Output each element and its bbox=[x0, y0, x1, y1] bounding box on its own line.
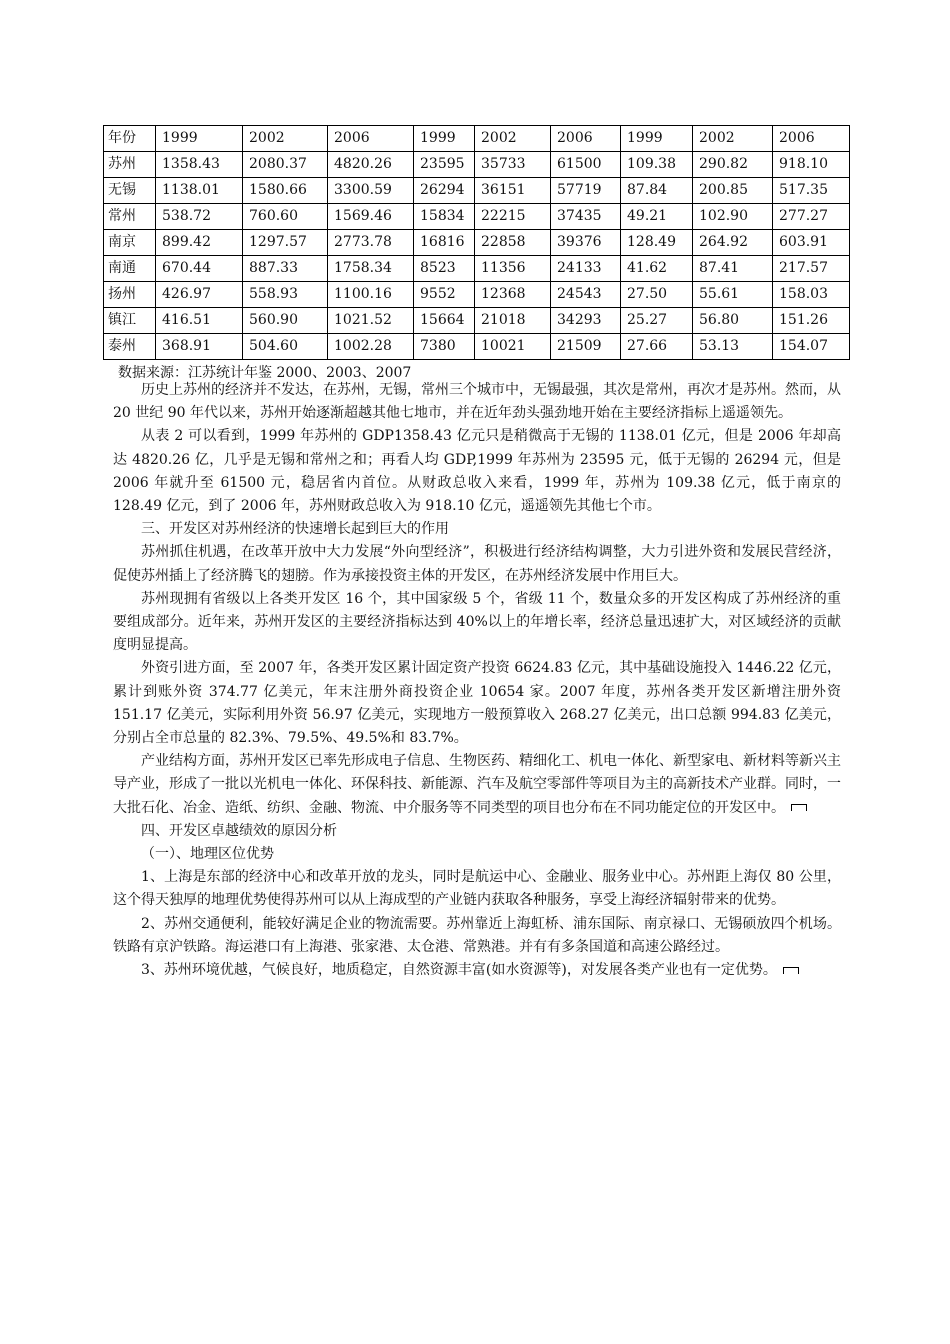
value-cell: 36151 bbox=[475, 178, 551, 204]
value-cell: 41.62 bbox=[621, 256, 693, 282]
value-cell: 22215 bbox=[475, 204, 551, 230]
value-cell: 57719 bbox=[551, 178, 621, 204]
value-cell: 8523 bbox=[414, 256, 475, 282]
paragraph: 1、上海是东部的经济中心和改革开放的龙头，同时是航运中心、金融业、服务业中心。苏州距上海仅 80 公里，这个得天独厚的地理优势使得苏州可以从上海成型的产业链内获取各种服务，享受上海经济辐射带来的优势。 bbox=[113, 869, 841, 909]
table-row bbox=[104, 308, 850, 334]
value-cell: 558.93 bbox=[243, 282, 328, 308]
paragraph-end-mark-icon bbox=[783, 967, 799, 974]
value-cell: 560.90 bbox=[243, 308, 328, 334]
header-cell: 2006 bbox=[551, 126, 621, 152]
value-cell: 15834 bbox=[414, 204, 475, 230]
value-cell: 12368 bbox=[475, 282, 551, 308]
subsection-heading: （一）、地理区位优势 bbox=[141, 846, 274, 863]
value-cell: 1002.28 bbox=[328, 334, 414, 360]
header-cell: 2002 bbox=[243, 126, 328, 152]
city-cell: 苏州 bbox=[104, 152, 156, 178]
value-cell: 109.38 bbox=[621, 152, 693, 178]
value-cell: 538.72 bbox=[156, 204, 243, 230]
table-row bbox=[104, 204, 850, 230]
value-cell: 1100.16 bbox=[328, 282, 414, 308]
value-cell: 23595 bbox=[414, 152, 475, 178]
paragraph: 苏州现拥有省级以上各类开发区 16 个，其中国家级 5 个，省级 11 个，数量众多的开发区构成了苏州经济的重要组成部分。近年来，苏州开发区的主要经济指标达到 40%以上的年增长率，经济总量迅速扩大，对区域经济的贡献度明显提高。 bbox=[113, 590, 841, 654]
value-cell: 34293 bbox=[551, 308, 621, 334]
value-cell: 24543 bbox=[551, 282, 621, 308]
value-cell: 56.80 bbox=[693, 308, 773, 334]
paragraph bbox=[113, 750, 841, 820]
value-cell: 26294 bbox=[414, 178, 475, 204]
table-row bbox=[104, 334, 850, 360]
table-row bbox=[104, 178, 850, 204]
value-cell: 416.51 bbox=[156, 308, 243, 334]
paragraph: 2、苏州交通便利，能较好满足企业的物流需要。苏州靠近上海虹桥、浦东国际、南京禄口、无锡硕放四个机场。铁路有京沪铁路。海运港口有上海港、张家港、太仓港、常熟港。并有有多条国道和高速公路经过。 bbox=[113, 915, 841, 955]
value-cell: 670.44 bbox=[156, 256, 243, 282]
value-cell: 39376 bbox=[551, 230, 621, 256]
value-cell: 21018 bbox=[475, 308, 551, 334]
value-cell: 15664 bbox=[414, 308, 475, 334]
paragraph-text: 产业结构方面，苏州开发区已率先形成电子信息、生物医药、精细化工、机电一体化、新型家电、新材料等新兴主导产业，形成了一批以光机电一体化、环保科技、新能源、汽车及航空零部件等项目为主的高新技术产业群。同时，一大批石化、冶金、造纸、纺织、金融、物流、中介服务等不同类型的项目也分布在不同功能定位的开发区中。 bbox=[113, 753, 841, 816]
body-text bbox=[113, 379, 841, 982]
value-cell: 899.42 bbox=[156, 230, 243, 256]
value-cell: 9552 bbox=[414, 282, 475, 308]
header-cell: 2002 bbox=[475, 126, 551, 152]
value-cell: 264.92 bbox=[693, 230, 773, 256]
paragraph: 苏州抓住机遇，在改革开放中大力发展“外向型经济”，积极进行经济结构调整，大力引进外资和发展民营经济，促使苏州插上了经济腾飞的翅膀。作为承接投资主体的开发区，在苏州经济发展中作用巨大。 bbox=[113, 544, 841, 584]
value-cell: 55.61 bbox=[693, 282, 773, 308]
city-cell: 南通 bbox=[104, 256, 156, 282]
value-cell: 1297.57 bbox=[243, 230, 328, 256]
value-cell: 102.90 bbox=[693, 204, 773, 230]
paragraph-end-mark-icon bbox=[791, 804, 807, 811]
value-cell: 128.49 bbox=[621, 230, 693, 256]
header-cell: 1999 bbox=[414, 126, 475, 152]
value-cell: 504.60 bbox=[243, 334, 328, 360]
economic-indicators-table bbox=[103, 125, 850, 360]
value-cell: 21509 bbox=[551, 334, 621, 360]
city-cell: 扬州 bbox=[104, 282, 156, 308]
value-cell: 49.21 bbox=[621, 204, 693, 230]
paragraph: 历史上苏州的经济并不发达，在苏州，无锡，常州三个城市中，无锡最强，其次是常州，再次才是苏州。然而，从 20 世纪 90 年代以来，苏州开始逐渐超越其他七地市，并在近年劲头强劲地开始在主要经济指标上遥遥领先。 bbox=[113, 382, 841, 422]
value-cell: 1021.52 bbox=[328, 308, 414, 334]
paragraph bbox=[113, 959, 841, 982]
value-cell: 35733 bbox=[475, 152, 551, 178]
city-cell: 无锡 bbox=[104, 178, 156, 204]
header-cell: 1999 bbox=[156, 126, 243, 152]
header-cell: 年份 bbox=[104, 126, 156, 152]
value-cell: 2773.78 bbox=[328, 230, 414, 256]
value-cell: 11356 bbox=[475, 256, 551, 282]
value-cell: 1138.01 bbox=[156, 178, 243, 204]
value-cell: 25.27 bbox=[621, 308, 693, 334]
value-cell: 918.10 bbox=[773, 152, 850, 178]
value-cell: 53.13 bbox=[693, 334, 773, 360]
city-cell: 镇江 bbox=[104, 308, 156, 334]
data-source-note: 数据来源：江苏统计年鉴 2000、2003、2007 bbox=[118, 365, 412, 381]
section-heading: 四、开发区卓越绩效的原因分析 bbox=[141, 822, 337, 839]
value-cell: 22858 bbox=[475, 230, 551, 256]
value-cell: 426.97 bbox=[156, 282, 243, 308]
table-row bbox=[104, 230, 850, 256]
value-cell: 368.91 bbox=[156, 334, 243, 360]
header-cell: 1999 bbox=[621, 126, 693, 152]
header-cell: 2006 bbox=[773, 126, 850, 152]
table-row bbox=[104, 256, 850, 282]
header-cell: 2006 bbox=[328, 126, 414, 152]
paragraph: 从表 2 可以看到，1999 年苏州的 GDP1358.43 亿元只是稍微高于无锡的 1138.01 亿元，但是 2006 年却高达 4820.26 亿，几乎是无锡和常州之和；再看人均 GDP,1999 年苏州为 23595 元，低于无锡的 26294 元，但是 2006 年就升至 61500 元，稳居省内首位。从财政总收入来看，1999 年，苏州为 109.38 亿元，低于南京的 128.49 亿元，到了 2006 年，苏州财政总收入为 918.10 亿元，遥遥领先其他七个市。 bbox=[113, 428, 841, 515]
value-cell: 887.33 bbox=[243, 256, 328, 282]
city-cell: 南京 bbox=[104, 230, 156, 256]
table-header-row bbox=[104, 126, 850, 152]
value-cell: 151.26 bbox=[773, 308, 850, 334]
value-cell: 200.85 bbox=[693, 178, 773, 204]
value-cell: 290.82 bbox=[693, 152, 773, 178]
value-cell: 217.57 bbox=[773, 256, 850, 282]
value-cell: 603.91 bbox=[773, 230, 850, 256]
value-cell: 1758.34 bbox=[328, 256, 414, 282]
value-cell: 760.60 bbox=[243, 204, 328, 230]
value-cell: 1358.43 bbox=[156, 152, 243, 178]
value-cell: 1569.46 bbox=[328, 204, 414, 230]
value-cell: 10021 bbox=[475, 334, 551, 360]
table-row bbox=[104, 282, 850, 308]
header-cell: 2002 bbox=[693, 126, 773, 152]
table-row bbox=[104, 152, 850, 178]
value-cell: 27.50 bbox=[621, 282, 693, 308]
value-cell: 24133 bbox=[551, 256, 621, 282]
paragraph-text: 3、苏州环境优越，气候良好，地质稳定，自然资源丰富(如水资源等)，对发展各类产业也有一定优势。 bbox=[141, 962, 777, 979]
value-cell: 158.03 bbox=[773, 282, 850, 308]
value-cell: 87.41 bbox=[693, 256, 773, 282]
section-heading: 三、开发区对苏州经济的快速增长起到巨大的作用 bbox=[141, 521, 449, 538]
value-cell: 1580.66 bbox=[243, 178, 328, 204]
city-cell: 泰州 bbox=[104, 334, 156, 360]
value-cell: 27.66 bbox=[621, 334, 693, 360]
value-cell: 154.07 bbox=[773, 334, 850, 360]
value-cell: 2080.37 bbox=[243, 152, 328, 178]
value-cell: 7380 bbox=[414, 334, 475, 360]
value-cell: 277.27 bbox=[773, 204, 850, 230]
value-cell: 3300.59 bbox=[328, 178, 414, 204]
city-cell: 常州 bbox=[104, 204, 156, 230]
value-cell: 37435 bbox=[551, 204, 621, 230]
paragraph: 外资引进方面，至 2007 年，各类开发区累计固定资产投资 6624.83 亿元，其中基础设施投入 1446.22 亿元，累计到账外资 374.77 亿美元，年末注册外商投资企业 10654 家。2007 年度，苏州各类开发区新增注册外资 151.17 亿美元，实际利用外资 56.97 亿美元，实现地方一般预算收入 268.27 亿美元，出口总额 994.83 亿美元，分别占全市总量的 82.3%、79.5%、49.5%和 83.7%。 bbox=[113, 660, 841, 747]
value-cell: 16816 bbox=[414, 230, 475, 256]
value-cell: 4820.26 bbox=[328, 152, 414, 178]
value-cell: 61500 bbox=[551, 152, 621, 178]
value-cell: 87.84 bbox=[621, 178, 693, 204]
value-cell: 517.35 bbox=[773, 178, 850, 204]
